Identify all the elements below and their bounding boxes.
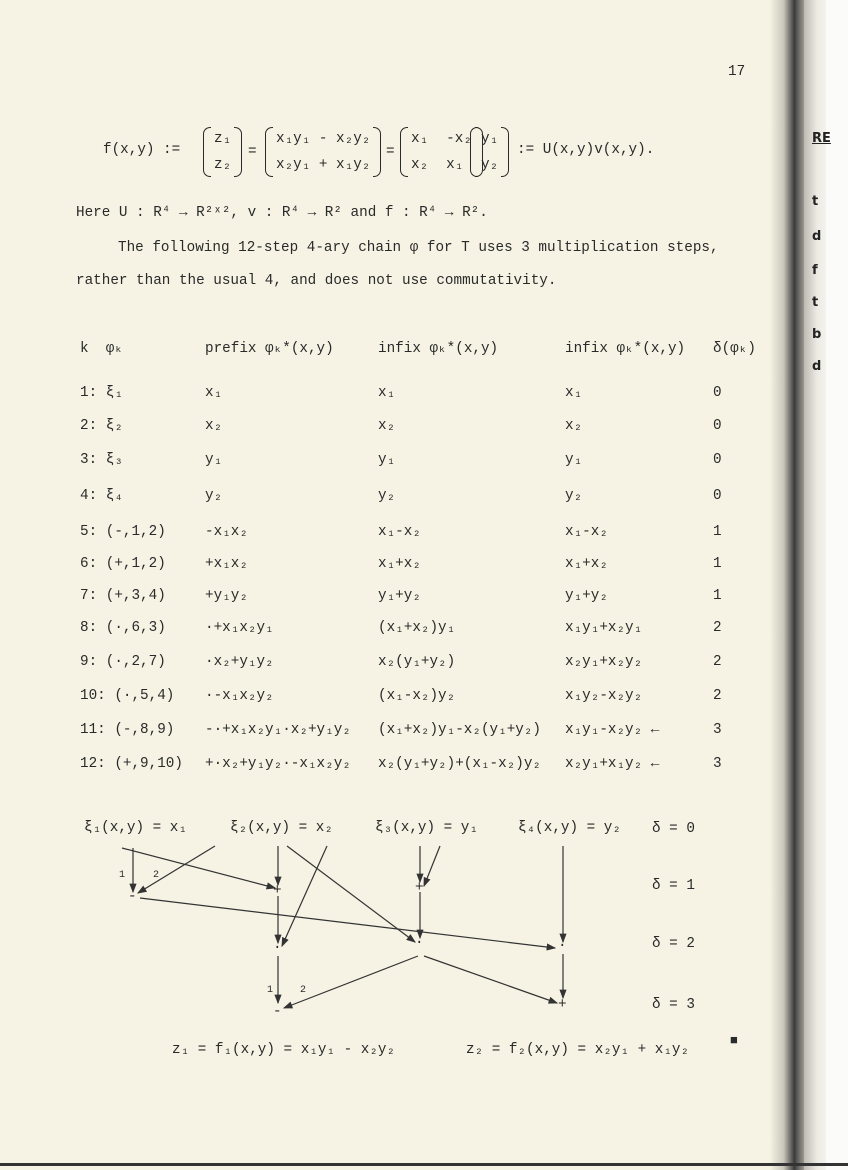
prefix-expr: +x₁x₂ bbox=[205, 556, 248, 572]
infix-expr: x₂(y₁+y₂)+(x₁-x₂)y₂ bbox=[378, 756, 542, 772]
infix-expr: (x₁+x₂)y₁ bbox=[378, 620, 456, 636]
equation-rhs: := U(x,y)v(x,y). bbox=[517, 142, 655, 158]
infix-expanded-expr: x₁ bbox=[565, 385, 583, 401]
depth-value: 0 bbox=[713, 488, 722, 504]
header-infix-expanded: infix φₖ*(x,y) bbox=[565, 341, 686, 357]
prefix-expr: -x₁x₂ bbox=[205, 524, 248, 540]
op-node-6: + bbox=[273, 883, 282, 899]
infix-expanded-expr: x₂y₁+x₂y₂ bbox=[565, 654, 643, 670]
infix-expanded-expr: x₁+x₂ bbox=[565, 556, 608, 572]
infix-expr: (x₁+x₂)y₁-x₂(y₁+y₂) bbox=[378, 722, 542, 738]
infix-expanded-expr: x₂ bbox=[565, 418, 583, 434]
infix-expr: x₁ bbox=[378, 385, 396, 401]
output-z1: z₁ = f₁(x,y) = x₁y₁ - x₂y₂ bbox=[172, 1042, 396, 1058]
prefix-expr: x₁ bbox=[205, 385, 223, 401]
step-label: 7: (+,3,4) bbox=[80, 588, 166, 604]
equals-sign: = bbox=[386, 144, 395, 160]
infix-expr: x₂(y₁+y₂) bbox=[378, 654, 456, 670]
depth-value: 0 bbox=[713, 418, 722, 434]
next-page-fragment: f bbox=[812, 263, 818, 278]
infix-expr: x₁+x₂ bbox=[378, 556, 421, 572]
depth-value: 0 bbox=[713, 452, 722, 468]
z-entry: z₂ bbox=[214, 157, 232, 173]
diagram-edges bbox=[122, 846, 563, 1008]
infix-expanded-expr: y₁+y₂ bbox=[565, 588, 608, 604]
edge-label: 2 bbox=[300, 985, 307, 996]
prefix-expr: ·-x₁x₂y₂ bbox=[205, 688, 274, 704]
infix-expr: x₁-x₂ bbox=[378, 524, 421, 540]
next-page-fragment: t bbox=[812, 295, 819, 310]
step-label: 2: ξ₂ bbox=[80, 418, 123, 434]
next-page-fragment: d bbox=[812, 229, 822, 244]
f-entry: x₂y₁ + x₁y₂ bbox=[276, 157, 371, 173]
paragraph-chain-intro-cont: rather than the usual 4, and does not use commutativity. bbox=[76, 273, 557, 289]
next-page-fragment: d bbox=[812, 359, 822, 374]
header-delta: δ(φₖ) bbox=[713, 341, 756, 357]
u-entry: x₂ bbox=[411, 157, 429, 173]
op-node-8: · bbox=[415, 935, 424, 951]
prefix-expr: y₁ bbox=[205, 452, 223, 468]
depth-value: 3 bbox=[713, 722, 722, 738]
equation-lhs: f(x,y) := bbox=[103, 142, 181, 158]
next-page-fragment: t bbox=[812, 194, 819, 209]
op-node-9: · bbox=[273, 940, 282, 956]
u-entry: x₁ bbox=[411, 131, 429, 147]
op-node-12: + bbox=[558, 997, 567, 1013]
depth-value: 2 bbox=[713, 688, 722, 704]
equals-sign: = bbox=[248, 144, 257, 160]
infix-expanded-expr: x₁y₂-x₂y₂ bbox=[565, 688, 643, 704]
input-xi4: ξ₄(x,y) = y₂ bbox=[518, 820, 621, 836]
u-entry: -x₂ bbox=[446, 131, 472, 147]
level-label-3: δ = 3 bbox=[652, 997, 695, 1013]
infix-expr: y₁ bbox=[378, 452, 396, 468]
output-z2: z₂ = f₂(x,y) = x₂y₁ + x₁y₂ bbox=[466, 1042, 690, 1058]
infix-expanded-expr: x₁y₁-x₂y₂ ← bbox=[565, 722, 660, 738]
prefix-expr: ·x₂+y₁y₂ bbox=[205, 654, 274, 670]
step-label: 3: ξ₃ bbox=[80, 452, 123, 468]
edge-label: 1 bbox=[267, 985, 274, 996]
depth-value: 3 bbox=[713, 756, 722, 772]
infix-expanded-expr: y₁ bbox=[565, 452, 583, 468]
infix-expanded-expr: x₁-x₂ bbox=[565, 524, 608, 540]
infix-expanded-expr: y₂ bbox=[565, 488, 583, 504]
prefix-expr: +·x₂+y₁y₂·-x₁x₂y₂ bbox=[205, 756, 351, 772]
infix-expr: (x₁-x₂)y₂ bbox=[378, 688, 456, 704]
page-number: 17 bbox=[728, 64, 746, 80]
step-label: 8: (·,6,3) bbox=[80, 620, 166, 636]
header-infix: infix φₖ*(x,y) bbox=[378, 341, 499, 357]
step-label: 12: (+,9,10) bbox=[80, 756, 183, 772]
prefix-expr: ·+x₁x₂y₁ bbox=[205, 620, 274, 636]
y-entry: y₂ bbox=[481, 157, 499, 173]
input-xi1: ξ₁(x,y) = x₁ bbox=[84, 820, 187, 836]
input-xi2: ξ₂(x,y) = x₂ bbox=[230, 820, 333, 836]
infix-expanded-expr: x₂y₁+x₁y₂ ← bbox=[565, 756, 660, 772]
next-page-fragment: RE bbox=[812, 131, 831, 146]
paragraph-mappings: Here U : R⁴ → R²ˣ², v : R⁴ → R² and f : R⁴ → R². bbox=[76, 205, 488, 221]
prefix-expr: x₂ bbox=[205, 418, 223, 434]
step-label: 1: ξ₁ bbox=[80, 385, 123, 401]
edge-label: 2 bbox=[153, 870, 160, 881]
level-label-0: δ = 0 bbox=[652, 821, 695, 837]
header-prefix: prefix φₖ*(x,y) bbox=[205, 341, 334, 357]
infix-expr: y₁+y₂ bbox=[378, 588, 421, 604]
depth-value: 1 bbox=[713, 556, 722, 572]
op-node-5: - bbox=[128, 889, 137, 905]
op-node-11: - bbox=[273, 1004, 282, 1020]
paragraph-chain-intro: The following 12-step 4-ary chain φ for T uses 3 multiplication steps, bbox=[118, 240, 719, 256]
depth-value: 0 bbox=[713, 385, 722, 401]
edge-label: 1 bbox=[119, 870, 126, 881]
y-entry: y₁ bbox=[481, 131, 499, 147]
depth-value: 1 bbox=[713, 588, 722, 604]
op-node-7: + bbox=[415, 880, 424, 896]
step-label: 6: (+,1,2) bbox=[80, 556, 166, 572]
infix-expanded-expr: x₁y₁+x₂y₁ bbox=[565, 620, 643, 636]
input-xi3: ξ₃(x,y) = y₁ bbox=[375, 820, 478, 836]
next-page-fragment: b bbox=[812, 327, 822, 342]
step-label: 10: (·,5,4) bbox=[80, 688, 175, 704]
infix-expr: y₂ bbox=[378, 488, 396, 504]
prefix-expr: +y₁y₂ bbox=[205, 588, 248, 604]
depth-value: 2 bbox=[713, 654, 722, 670]
infix-expr: x₂ bbox=[378, 418, 396, 434]
z-entry: z₁ bbox=[214, 131, 232, 147]
header-k: k φₖ bbox=[80, 341, 123, 357]
depth-value: 1 bbox=[713, 524, 722, 540]
step-label: 9: (·,2,7) bbox=[80, 654, 166, 670]
f-entry: x₁y₁ - x₂y₂ bbox=[276, 131, 371, 147]
step-label: 11: (-,8,9) bbox=[80, 722, 175, 738]
step-label: 5: (-,1,2) bbox=[80, 524, 166, 540]
u-entry: x₁ bbox=[446, 157, 464, 173]
prefix-expr: -·+x₁x₂y₁·x₂+y₁y₂ bbox=[205, 722, 351, 738]
level-label-1: δ = 1 bbox=[652, 878, 695, 894]
level-label-2: δ = 2 bbox=[652, 936, 695, 952]
op-node-10: · bbox=[558, 938, 567, 954]
end-of-proof-mark: ■ bbox=[730, 1033, 738, 1048]
step-label: 4: ξ₄ bbox=[80, 488, 123, 504]
depth-value: 2 bbox=[713, 620, 722, 636]
prefix-expr: y₂ bbox=[205, 488, 223, 504]
